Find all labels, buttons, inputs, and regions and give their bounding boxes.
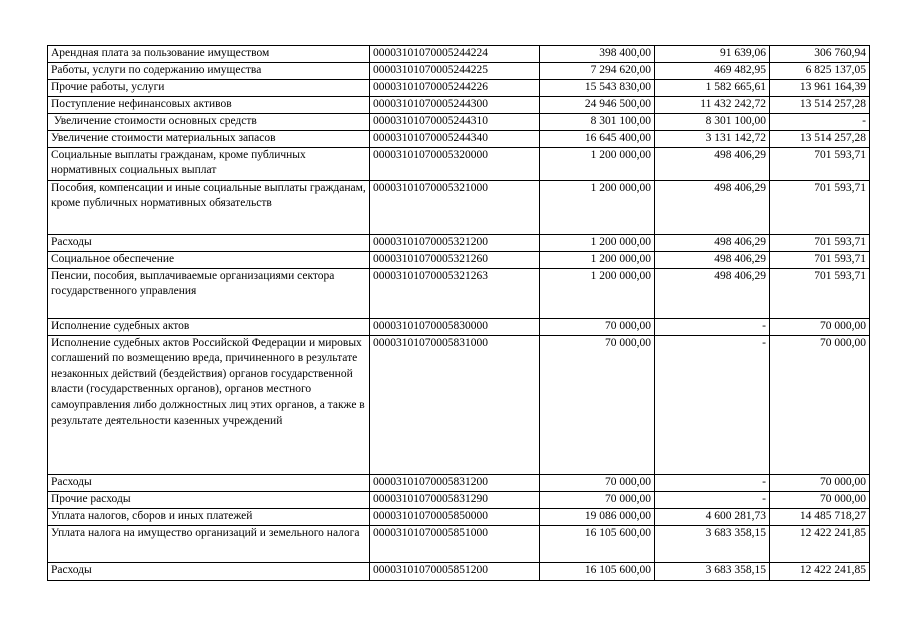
row-remaining: 70 000,00 <box>770 474 870 491</box>
table-row <box>48 234 870 251</box>
table-row <box>48 525 870 562</box>
row-name: Работы, услуги по содержанию имущества <box>48 62 370 79</box>
row-executed: 469 482,95 <box>655 62 770 79</box>
row-name: Расходы <box>48 234 370 251</box>
row-approved: 24 946 500,00 <box>540 96 655 113</box>
row-remaining: 306 760,94 <box>770 46 870 63</box>
row-name: Арендная плата за пользование имуществом <box>48 46 370 63</box>
row-name: Пенсии, пособия, выплачиваемые организациями сектора государственного управления <box>48 268 370 318</box>
row-approved: 7 294 620,00 <box>540 62 655 79</box>
row-name: Увеличение стоимости материальных запасов <box>48 130 370 147</box>
row-name: Социальные выплаты гражданам, кроме публичных нормативных социальных выплат <box>48 147 370 180</box>
row-executed: - <box>655 474 770 491</box>
row-remaining: 6 825 137,05 <box>770 62 870 79</box>
table-row <box>48 562 870 580</box>
row-name: Поступление нефинансовых активов <box>48 96 370 113</box>
table-row <box>48 79 870 96</box>
row-approved: 16 105 600,00 <box>540 525 655 562</box>
table-row <box>48 113 870 130</box>
row-remaining: 13 514 257,28 <box>770 96 870 113</box>
row-executed: 91 639,06 <box>655 46 770 63</box>
row-executed: 8 301 100,00 <box>655 113 770 130</box>
row-name: Прочие расходы <box>48 491 370 508</box>
row-code: 00003101070005320000 <box>370 147 540 180</box>
row-approved: 1 200 000,00 <box>540 268 655 318</box>
row-remaining: 70 000,00 <box>770 491 870 508</box>
row-remaining: 701 593,71 <box>770 180 870 234</box>
row-code: 00003101070005831200 <box>370 474 540 491</box>
row-executed: 498 406,29 <box>655 251 770 268</box>
row-code: 00003101070005321263 <box>370 268 540 318</box>
row-name: Исполнение судебных актов <box>48 318 370 335</box>
row-code: 00003101070005831000 <box>370 335 540 474</box>
row-code: 00003101070005244300 <box>370 96 540 113</box>
table-row <box>48 318 870 335</box>
row-remaining: 701 593,71 <box>770 147 870 180</box>
row-remaining: 12 422 241,85 <box>770 562 870 580</box>
row-code: 00003101070005244226 <box>370 79 540 96</box>
row-name: Исполнение судебных актов Российской Федерации и мировых соглашений по возмещению вреда, причиненного в результате незаконных действий (бездействия) органов государственной власти (государственных органов), органов местного самоуправления либо должностных лиц этих органов, а также в результате деятельности казенных учреждений <box>48 335 370 474</box>
row-name: Прочие работы, услуги <box>48 79 370 96</box>
row-executed: 498 406,29 <box>655 147 770 180</box>
row-name: Увеличение стоимости основных средств <box>48 113 370 130</box>
table-row <box>48 96 870 113</box>
row-approved: 1 200 000,00 <box>540 147 655 180</box>
row-remaining: 701 593,71 <box>770 268 870 318</box>
row-approved: 1 200 000,00 <box>540 180 655 234</box>
row-approved: 1 200 000,00 <box>540 251 655 268</box>
table-row <box>48 268 870 318</box>
row-code: 00003101070005244224 <box>370 46 540 63</box>
row-name: Расходы <box>48 562 370 580</box>
row-executed: 3 683 358,15 <box>655 562 770 580</box>
row-remaining: 13 961 164,39 <box>770 79 870 96</box>
row-remaining: 701 593,71 <box>770 234 870 251</box>
row-executed: - <box>655 318 770 335</box>
row-executed: 11 432 242,72 <box>655 96 770 113</box>
table-row <box>48 62 870 79</box>
table-row <box>48 335 870 474</box>
row-code: 00003101070005851000 <box>370 525 540 562</box>
table-row <box>48 130 870 147</box>
row-approved: 398 400,00 <box>540 46 655 63</box>
row-code: 00003101070005244340 <box>370 130 540 147</box>
row-remaining: 13 514 257,28 <box>770 130 870 147</box>
row-executed: 498 406,29 <box>655 234 770 251</box>
row-name: Расходы <box>48 474 370 491</box>
row-approved: 16 105 600,00 <box>540 562 655 580</box>
row-name: Уплата налога на имущество организаций и земельного налога <box>48 525 370 562</box>
table-row <box>48 46 870 63</box>
row-name: Уплата налогов, сборов и иных платежей <box>48 508 370 525</box>
row-executed: 3 131 142,72 <box>655 130 770 147</box>
table-row <box>48 508 870 525</box>
row-approved: 15 543 830,00 <box>540 79 655 96</box>
row-remaining: 70 000,00 <box>770 318 870 335</box>
row-approved: 16 645 400,00 <box>540 130 655 147</box>
table-row <box>48 180 870 234</box>
row-approved: 70 000,00 <box>540 318 655 335</box>
table-row <box>48 491 870 508</box>
row-code: 00003101070005244310 <box>370 113 540 130</box>
row-code: 00003101070005321000 <box>370 180 540 234</box>
row-remaining: 70 000,00 <box>770 335 870 474</box>
budget-execution-table <box>47 45 870 581</box>
row-executed: 498 406,29 <box>655 180 770 234</box>
row-code: 00003101070005830000 <box>370 318 540 335</box>
table-row <box>48 474 870 491</box>
row-approved: 8 301 100,00 <box>540 113 655 130</box>
row-code: 00003101070005851200 <box>370 562 540 580</box>
table-row <box>48 147 870 180</box>
row-remaining: 12 422 241,85 <box>770 525 870 562</box>
row-code: 00003101070005321200 <box>370 234 540 251</box>
row-approved: 1 200 000,00 <box>540 234 655 251</box>
row-remaining: - <box>770 113 870 130</box>
row-approved: 70 000,00 <box>540 335 655 474</box>
row-remaining: 701 593,71 <box>770 251 870 268</box>
row-executed: 4 600 281,73 <box>655 508 770 525</box>
row-code: 00003101070005244225 <box>370 62 540 79</box>
table-row <box>48 251 870 268</box>
row-approved: 19 086 000,00 <box>540 508 655 525</box>
row-code: 00003101070005831290 <box>370 491 540 508</box>
row-executed: 3 683 358,15 <box>655 525 770 562</box>
row-approved: 70 000,00 <box>540 474 655 491</box>
row-executed: - <box>655 335 770 474</box>
row-executed: 498 406,29 <box>655 268 770 318</box>
row-code: 00003101070005321260 <box>370 251 540 268</box>
row-code: 00003101070005850000 <box>370 508 540 525</box>
row-name: Пособия, компенсации и иные социальные выплаты гражданам, кроме публичных нормативных обязательств <box>48 180 370 234</box>
row-executed: 1 582 665,61 <box>655 79 770 96</box>
row-executed: - <box>655 491 770 508</box>
row-approved: 70 000,00 <box>540 491 655 508</box>
row-remaining: 14 485 718,27 <box>770 508 870 525</box>
row-name: Социальное обеспечение <box>48 251 370 268</box>
